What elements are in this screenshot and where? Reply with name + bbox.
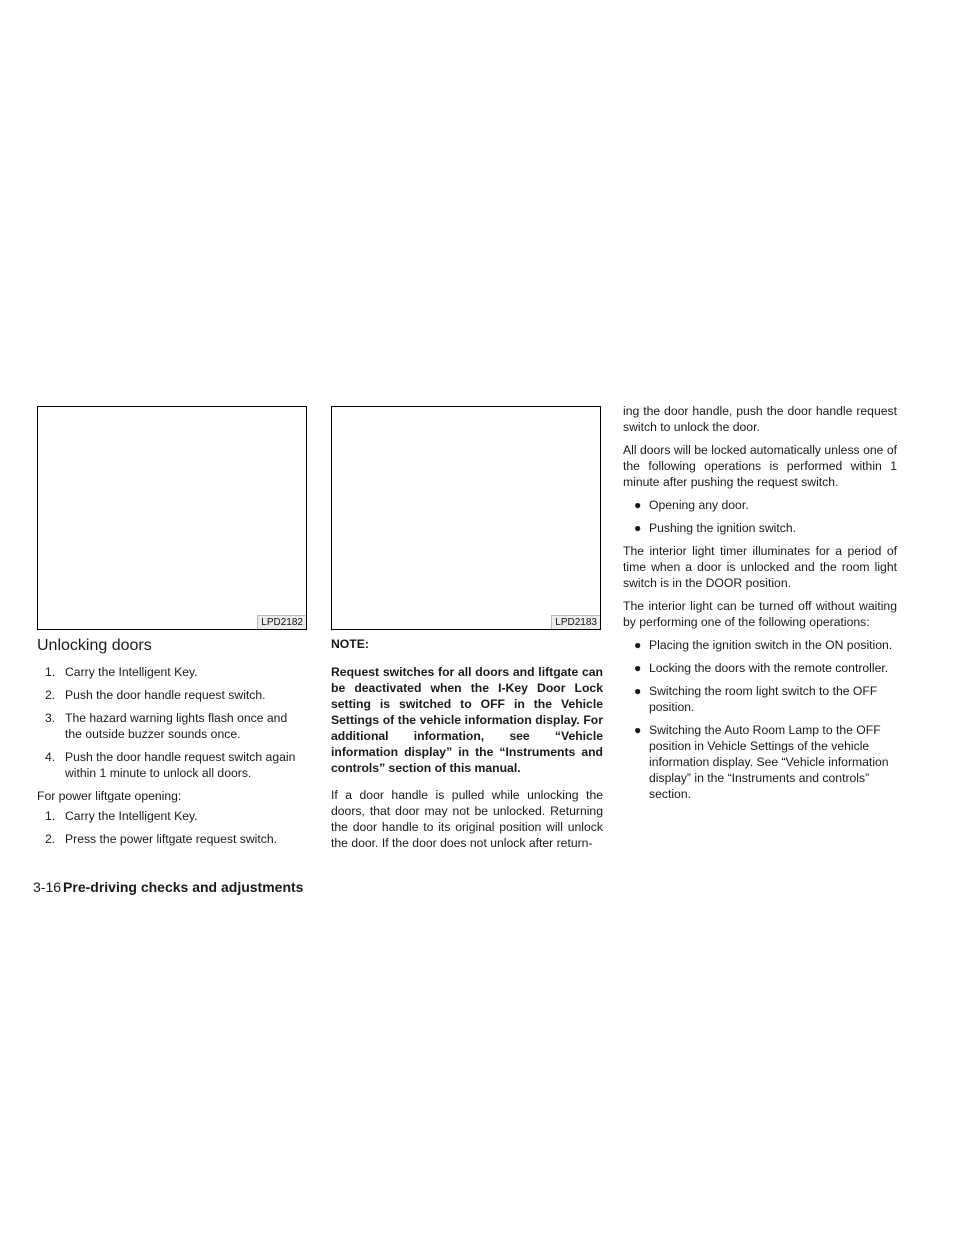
figure-label: LPD2182: [257, 615, 306, 629]
liftgate-step: 1. Carry the Intelligent Key.: [45, 809, 198, 823]
bullet-icon: ●: [634, 521, 642, 535]
timer-paragraph: The interior light timer illuminates for a period of time when a door is unlocked and the room light switch is in the DOOR position.: [623, 544, 897, 590]
column-2: [331, 636, 603, 858]
column-3: [623, 403, 897, 809]
page-footer: [33, 878, 303, 896]
bullet-item: ● Switching the room light switch to the OFF position.: [634, 684, 878, 714]
bullet-icon: ●: [634, 723, 642, 737]
step-item: 2. Push the door handle request switch.: [45, 688, 266, 702]
bullet-item: ● Opening any door.: [634, 498, 749, 512]
bullet-icon: ●: [634, 661, 642, 675]
figure-label: LPD2183: [551, 615, 600, 629]
turn-off-paragraph: The interior light can be turned off without waiting by performing one of the following operations:: [623, 599, 897, 629]
bullet-icon: ●: [634, 498, 642, 512]
step-item: 3. The hazard warning lights flash once and the outside buzzer sounds once.: [45, 711, 288, 741]
auto-lock-paragraph: All doors will be locked automatically unless one of the following operations is performed within 1 minute after pushing the request switch.: [623, 443, 897, 489]
bullet-icon: ●: [634, 684, 642, 698]
column-1: [37, 636, 307, 854]
figure-lpd2182: [37, 406, 307, 630]
step-item: 4. Push the door handle request switch again within 1 minute to unlock all doors.: [45, 750, 296, 780]
footer-section-title: Pre-driving checks and adjustments: [63, 879, 304, 895]
bullet-item: ● Placing the ignition switch in the ON position.: [634, 638, 893, 652]
liftgate-intro: For power liftgate opening:: [37, 789, 182, 803]
section-heading: Unlocking doors: [37, 637, 152, 654]
liftgate-step: 2. Press the power liftgate request switch.: [45, 832, 278, 846]
continued-paragraph: ing the door handle, push the door handle request switch to unlock the door.: [623, 404, 897, 434]
note-bold-text: Request switches for all doors and liftgate can be deactivated when the I-Key Door Lock setting is switched to OFF in the Vehicle Settings of the vehicle information display. For additional information, see “Vehicle information display” in the “Instruments and controls” section of this manual.: [331, 665, 603, 775]
bullet-item: ● Locking the doors with the remote controller.: [634, 661, 889, 675]
note-paragraph: If a door handle is pulled while unlocking the doors, that door may not be unlocked. Returning the door handle to its original position will unlock the door. If the door does not unlock after return-: [331, 788, 603, 850]
bullet-item: ● Switching the Auto Room Lamp to the OFF position in Vehicle Settings of the vehicle information display. See “Vehicle information display” in the “Instruments and controls” section.: [634, 723, 889, 801]
bullet-item: ● Pushing the ignition switch.: [634, 521, 797, 535]
figure-lpd2183: [331, 406, 601, 630]
bullet-icon: ●: [634, 638, 642, 652]
page-number: 3-16: [33, 879, 62, 895]
note-heading: NOTE:: [331, 637, 369, 651]
step-item: 1. Carry the Intelligent Key.: [45, 665, 198, 679]
